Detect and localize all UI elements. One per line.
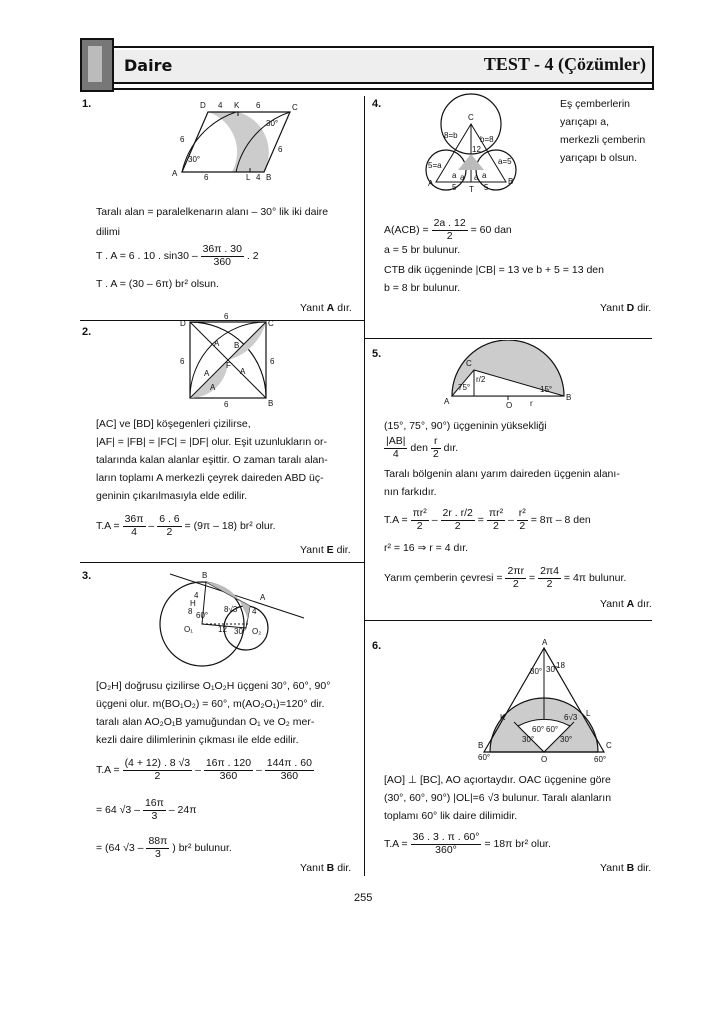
q3-fraction bbox=[123, 758, 193, 782]
q3-label: 4 bbox=[252, 607, 257, 616]
denominator: 2 bbox=[154, 769, 161, 782]
q3-formula-part: = (64 √3 – bbox=[96, 841, 144, 854]
q3-label: 8 bbox=[188, 607, 193, 616]
q5-label: 75° bbox=[458, 383, 471, 392]
q5-fraction bbox=[441, 508, 475, 532]
q2-label: 6 bbox=[224, 400, 229, 409]
q1-text: Taralı alan = paralelkenarın alanı – 30° lik iki daire bbox=[96, 206, 329, 218]
denominator: 360 bbox=[219, 769, 238, 782]
q4-side-text: yarıçapı a, bbox=[560, 116, 610, 128]
q1-label: 4 bbox=[218, 101, 223, 110]
q4-side-text: Eş çemberlerin bbox=[560, 98, 631, 110]
q5-fraction bbox=[384, 436, 407, 460]
answer-label: Yanıt bbox=[600, 598, 624, 610]
q6-text: (30°, 60°, 90°) |OL|=6 √3 bulunur. Taralı alanların bbox=[384, 792, 612, 804]
q4-side-text: yarıçapı b olsun. bbox=[560, 152, 638, 164]
q1-label: B bbox=[266, 173, 272, 182]
denominator: 360° bbox=[435, 843, 457, 856]
numerator: 36 . 3 . π . 60° bbox=[412, 831, 480, 843]
q5-fraction bbox=[411, 508, 429, 532]
q4-label: 5=a bbox=[428, 161, 442, 170]
q5-formula-part: – bbox=[508, 513, 514, 526]
q5-text: nın farkıdır. bbox=[384, 486, 437, 498]
q2-formula-part: – bbox=[148, 519, 155, 532]
q1-label: D bbox=[200, 101, 206, 110]
q1-label: 6 bbox=[256, 101, 261, 110]
q2-label: 6 bbox=[224, 312, 229, 321]
q4-side-text: merkezli çemberin bbox=[560, 134, 646, 146]
q1-label: 4 bbox=[256, 173, 261, 182]
q4-formula bbox=[384, 218, 512, 242]
q3-label: O₂ bbox=[252, 627, 262, 636]
q6-label: 30° bbox=[522, 735, 535, 744]
q5-figure bbox=[440, 340, 580, 414]
answer-label: Yanıt bbox=[300, 862, 324, 874]
q4-answer bbox=[600, 302, 651, 314]
q5-formula-part: – bbox=[431, 513, 438, 526]
numerator: 6 . 6 bbox=[159, 513, 180, 525]
q3-answer bbox=[300, 862, 351, 874]
q5-separator bbox=[364, 620, 652, 621]
q2-answer bbox=[300, 544, 351, 556]
numerator: 36π bbox=[124, 513, 144, 525]
answer-suffix: dır. bbox=[337, 302, 352, 314]
q6-fraction bbox=[411, 832, 482, 856]
answer-suffix: dir. bbox=[637, 302, 652, 314]
denominator: 3 bbox=[154, 847, 161, 860]
denominator: 2 bbox=[454, 519, 461, 532]
q2-fraction bbox=[123, 514, 146, 538]
answer-label: Yanıt bbox=[600, 302, 624, 314]
q6-label: L bbox=[586, 709, 591, 718]
q4-formula-part: = 60 dan bbox=[470, 223, 512, 236]
q4-label: C bbox=[468, 113, 474, 122]
q4-label: a bbox=[452, 171, 457, 180]
q1-label: L bbox=[246, 173, 251, 182]
q5-formula-part: = 8π – 8 den bbox=[530, 513, 591, 526]
q2-label: D bbox=[180, 319, 186, 328]
q3-label: O₁ bbox=[184, 625, 193, 634]
q4-separator bbox=[364, 338, 652, 339]
q6-text: toplamı 60° lik daire dilimidir. bbox=[384, 810, 518, 822]
q4-label: 12 bbox=[472, 145, 481, 154]
q5-formula-part: den bbox=[410, 441, 428, 454]
q4-label: A bbox=[428, 179, 434, 188]
denominator: 2 bbox=[446, 229, 453, 242]
test-title: TEST - 4 (Çözümler) bbox=[483, 54, 646, 74]
q1-fraction bbox=[201, 244, 244, 268]
q3-formula-part: – 24π bbox=[168, 803, 197, 816]
q3-formula bbox=[96, 798, 196, 822]
q2-label: A bbox=[214, 339, 220, 348]
q3-label: 8√3 bbox=[224, 605, 238, 614]
q1-formula-part: . 2 bbox=[246, 249, 259, 262]
q4-label: a bbox=[474, 173, 479, 182]
q5-fraction bbox=[505, 566, 526, 590]
q2-text: |AF| = |FB| = |FC| = |DF| olur. Eşit uzunlukların or- bbox=[96, 436, 328, 448]
q4-text: a = 5 br bulunur. bbox=[384, 244, 461, 256]
q5-text: Taralı bölgenin alanı yarım daireden üçgenin alanı- bbox=[384, 468, 620, 480]
q1-formula-part: T . A = 6 . 10 . sin30 – bbox=[96, 249, 198, 262]
q4-label: 8=b bbox=[444, 131, 458, 140]
q5-number: 5. bbox=[372, 348, 382, 360]
q6-figure bbox=[470, 636, 620, 766]
denominator: 2 bbox=[519, 519, 526, 532]
book-icon bbox=[80, 38, 114, 92]
q2-text: geninin çıkarılmasıyla elde edilir. bbox=[96, 490, 248, 502]
q5-label: 15° bbox=[540, 385, 553, 394]
q4-number: 4. bbox=[372, 98, 382, 110]
denominator: 3 bbox=[151, 809, 158, 822]
denominator: 4 bbox=[392, 447, 399, 460]
q5-formula-part: = 4π bulunur. bbox=[563, 571, 627, 584]
q2-text: [AC] ve [BD] köşegenleri çizilirse, bbox=[96, 418, 251, 430]
q3-fraction bbox=[204, 758, 253, 782]
numerator: 88π bbox=[148, 835, 168, 847]
q5-text: r² = 16 ⇒ r = 4 dır. bbox=[384, 542, 469, 554]
q5-formula bbox=[384, 508, 591, 532]
q5-fraction bbox=[431, 436, 441, 460]
q6-label: 60° bbox=[594, 755, 607, 764]
q1-label: 6 bbox=[278, 145, 283, 154]
denominator: 2 bbox=[512, 577, 519, 590]
q1-label: 30° bbox=[266, 119, 279, 128]
q5-label: A bbox=[444, 397, 450, 406]
q4-label: b=8 bbox=[480, 135, 494, 144]
answer-letter: D bbox=[626, 302, 635, 314]
q3-label: H bbox=[190, 599, 196, 608]
numerator: 16π . 120 bbox=[205, 757, 252, 769]
q1-number: 1. bbox=[82, 98, 92, 110]
denominator: 2 bbox=[166, 525, 173, 538]
q6-label: 30° bbox=[546, 665, 559, 674]
q2-formula bbox=[96, 514, 276, 538]
answer-suffix: dir. bbox=[637, 862, 652, 874]
q5-formula-part: Yarım çemberin çevresi = bbox=[384, 571, 503, 584]
q6-label: O bbox=[541, 755, 548, 764]
q3-label: A bbox=[260, 593, 266, 602]
q4-figure bbox=[414, 90, 524, 200]
q2-label: C bbox=[268, 319, 274, 328]
q6-label: C bbox=[606, 741, 612, 750]
q4-label: a bbox=[482, 171, 487, 180]
denominator: 360 bbox=[213, 255, 232, 268]
q3-fraction bbox=[143, 798, 166, 822]
q5-formula-part: = bbox=[529, 571, 536, 584]
q1-label: A bbox=[172, 169, 178, 178]
answer-label: Yanıt bbox=[600, 862, 624, 874]
q6-formula-part: T.A = bbox=[384, 837, 408, 850]
q4-text: b = 8 br bulunur. bbox=[384, 282, 461, 294]
q3-label: B bbox=[202, 571, 208, 580]
numerator: 16π bbox=[144, 797, 164, 809]
q5-formula-part: dır. bbox=[443, 441, 459, 454]
q2-label: A bbox=[240, 367, 246, 376]
answer-suffix: dir. bbox=[337, 862, 352, 874]
q2-label: 6 bbox=[180, 357, 185, 366]
denominator: 360 bbox=[280, 769, 299, 782]
denominator: 2 bbox=[416, 519, 423, 532]
q6-label: 6√3 bbox=[564, 713, 578, 722]
denominator: 2 bbox=[493, 519, 499, 532]
numerator: πr² bbox=[488, 507, 504, 519]
numerator: 2r . r/2 bbox=[442, 507, 473, 519]
q1-label: 6 bbox=[180, 135, 185, 144]
q3-text: taralı alan AO₂O₁B yamuğundan O₁ ve O₂ mer- bbox=[96, 716, 315, 728]
chapter-title: Daire bbox=[124, 56, 173, 75]
answer-suffix: dir. bbox=[336, 544, 351, 556]
q2-label: B bbox=[268, 399, 274, 408]
q5-fraction bbox=[487, 508, 505, 532]
denominator: 4 bbox=[131, 525, 137, 538]
q3-formula bbox=[96, 758, 314, 782]
q1-figure bbox=[160, 96, 320, 184]
numerator: (4 + 12) . 8 √3 bbox=[124, 757, 191, 769]
q5-answer bbox=[600, 598, 652, 610]
numerator: 2πr bbox=[507, 565, 525, 577]
column-divider bbox=[364, 96, 365, 876]
q3-text: [O₂H] doğrusu çizilirse O₁O₂H üçgeni 30°, 60°, 90° bbox=[96, 680, 331, 692]
answer-label: Yanıt bbox=[300, 302, 324, 314]
q6-label: 60° bbox=[546, 725, 559, 734]
q1-formula bbox=[96, 244, 259, 268]
q2-label: 6 bbox=[270, 357, 275, 366]
q4-formula-part: A(ACB) = bbox=[384, 223, 429, 236]
q6-formula bbox=[384, 832, 551, 856]
numerator: 2a . 12 bbox=[433, 217, 466, 229]
answer-letter: A bbox=[326, 302, 335, 314]
q4-label: B bbox=[508, 177, 514, 186]
q6-answer bbox=[600, 862, 651, 874]
answer-letter: B bbox=[626, 862, 635, 874]
q5-formula-part: = bbox=[477, 513, 484, 526]
q5-formula-part: T.A = bbox=[384, 513, 408, 526]
q4-shaded-region bbox=[458, 154, 484, 170]
denominator: 2 bbox=[432, 447, 439, 460]
numerator: 144π . 60 bbox=[266, 757, 312, 769]
q2-separator bbox=[80, 562, 364, 563]
q3-formula-part: T.A = bbox=[96, 763, 120, 776]
q3-figure bbox=[140, 568, 310, 668]
q5-label: r/2 bbox=[476, 375, 486, 384]
q4-label: 5 bbox=[484, 183, 489, 192]
q3-formula bbox=[96, 836, 232, 860]
q2-label: A bbox=[204, 369, 210, 378]
denominator: 2 bbox=[546, 577, 553, 590]
q2-text: talarında kalan alanlar eşittir. O zaman taralı alan- bbox=[96, 454, 328, 466]
q6-label: 60° bbox=[532, 725, 545, 734]
q3-label: 12 bbox=[218, 625, 227, 634]
q6-label: 30° bbox=[530, 667, 543, 676]
numerator: 2π4 bbox=[540, 565, 559, 577]
q4-label: T bbox=[469, 185, 474, 194]
q3-fraction bbox=[146, 836, 169, 860]
q3-text: kezli daire dilimlerinin çıkması ile elde edilir. bbox=[96, 734, 299, 746]
q2-figure bbox=[170, 310, 280, 410]
q5-fraction bbox=[538, 566, 561, 590]
answer-letter: B bbox=[326, 862, 335, 874]
q4-text: CTB dik üçgeninde |CB| = 13 ve b + 5 = 13 den bbox=[384, 264, 604, 276]
q6-formula-part: = 18π br² olur. bbox=[484, 837, 551, 850]
numerator: 36π . 30 bbox=[202, 243, 242, 255]
q5-label: B bbox=[566, 393, 572, 402]
numerator: r bbox=[431, 436, 441, 449]
answer-letter: A bbox=[626, 598, 635, 610]
q1-answer bbox=[300, 302, 352, 314]
q2-label: A bbox=[210, 383, 216, 392]
q5-label: r bbox=[530, 399, 533, 408]
q3-formula-part: = 64 √3 – bbox=[96, 803, 141, 816]
q3-formula-part: ) br² bulunur. bbox=[172, 841, 232, 854]
q3-number: 3. bbox=[82, 570, 92, 582]
numerator: πr² bbox=[412, 507, 427, 519]
numerator: r² bbox=[518, 507, 526, 519]
answer-label: Yanıt bbox=[300, 544, 324, 556]
q1-label: 6 bbox=[204, 173, 209, 182]
q5-fraction bbox=[517, 508, 528, 532]
q6-label: A bbox=[542, 638, 548, 647]
answer-letter: E bbox=[326, 544, 334, 556]
q2-text: ların toplamı A merkezli çeyrek daireden ABD üç- bbox=[96, 472, 324, 484]
q2-label: F bbox=[226, 361, 231, 370]
q5-text: (15°, 75°, 90°) üçgeninin yüksekliği bbox=[384, 420, 547, 432]
q5-formula bbox=[384, 436, 458, 460]
q3-formula-part: – bbox=[195, 763, 201, 776]
q2-formula-part: = (9π – 18) br² olur. bbox=[184, 519, 276, 532]
q3-label: 4 bbox=[194, 591, 199, 600]
q5-formula bbox=[384, 566, 626, 590]
q1-label: K bbox=[234, 101, 240, 110]
q3-formula-part: – bbox=[255, 763, 262, 776]
q1-text: dilimi bbox=[96, 226, 120, 238]
q3-label: 60° bbox=[196, 611, 209, 620]
q5-label: C bbox=[466, 359, 472, 368]
q4-label: a=5 bbox=[498, 157, 512, 166]
q2-fraction bbox=[157, 514, 181, 538]
q3-fraction bbox=[265, 758, 314, 782]
q6-number: 6. bbox=[372, 640, 382, 652]
q3-text: üçgeni olur. m(BO₁O₂) = 60°, m(AO₂O₁)=120° dir. bbox=[96, 698, 325, 710]
q3-label: 30° bbox=[234, 627, 247, 636]
q6-label: 30° bbox=[560, 735, 573, 744]
q4-label: a bbox=[460, 173, 465, 182]
q6-text: [AO] ⊥ [BC], AO açıortaydır. OAC üçgenine göre bbox=[384, 774, 611, 786]
q6-label: 60° bbox=[478, 753, 491, 762]
q6-label: 18 bbox=[556, 661, 565, 670]
q1-text: T . A = (30 – 6π) br² olsun. bbox=[96, 278, 219, 290]
numerator: |AB| bbox=[386, 435, 406, 447]
q6-label: K bbox=[500, 713, 506, 722]
q6-label: B bbox=[478, 741, 484, 750]
q1-label: 30° bbox=[188, 155, 201, 164]
q2-number: 2. bbox=[82, 326, 92, 338]
q2-formula-part: T.A = bbox=[96, 519, 120, 532]
q5-label: O bbox=[506, 401, 513, 410]
q2-label: B bbox=[234, 341, 240, 350]
q1-label: C bbox=[292, 103, 298, 112]
answer-suffix: dır. bbox=[637, 598, 652, 610]
page-number: 255 bbox=[354, 892, 373, 904]
q4-fraction bbox=[432, 218, 468, 242]
q4-label: 5 bbox=[452, 183, 457, 192]
